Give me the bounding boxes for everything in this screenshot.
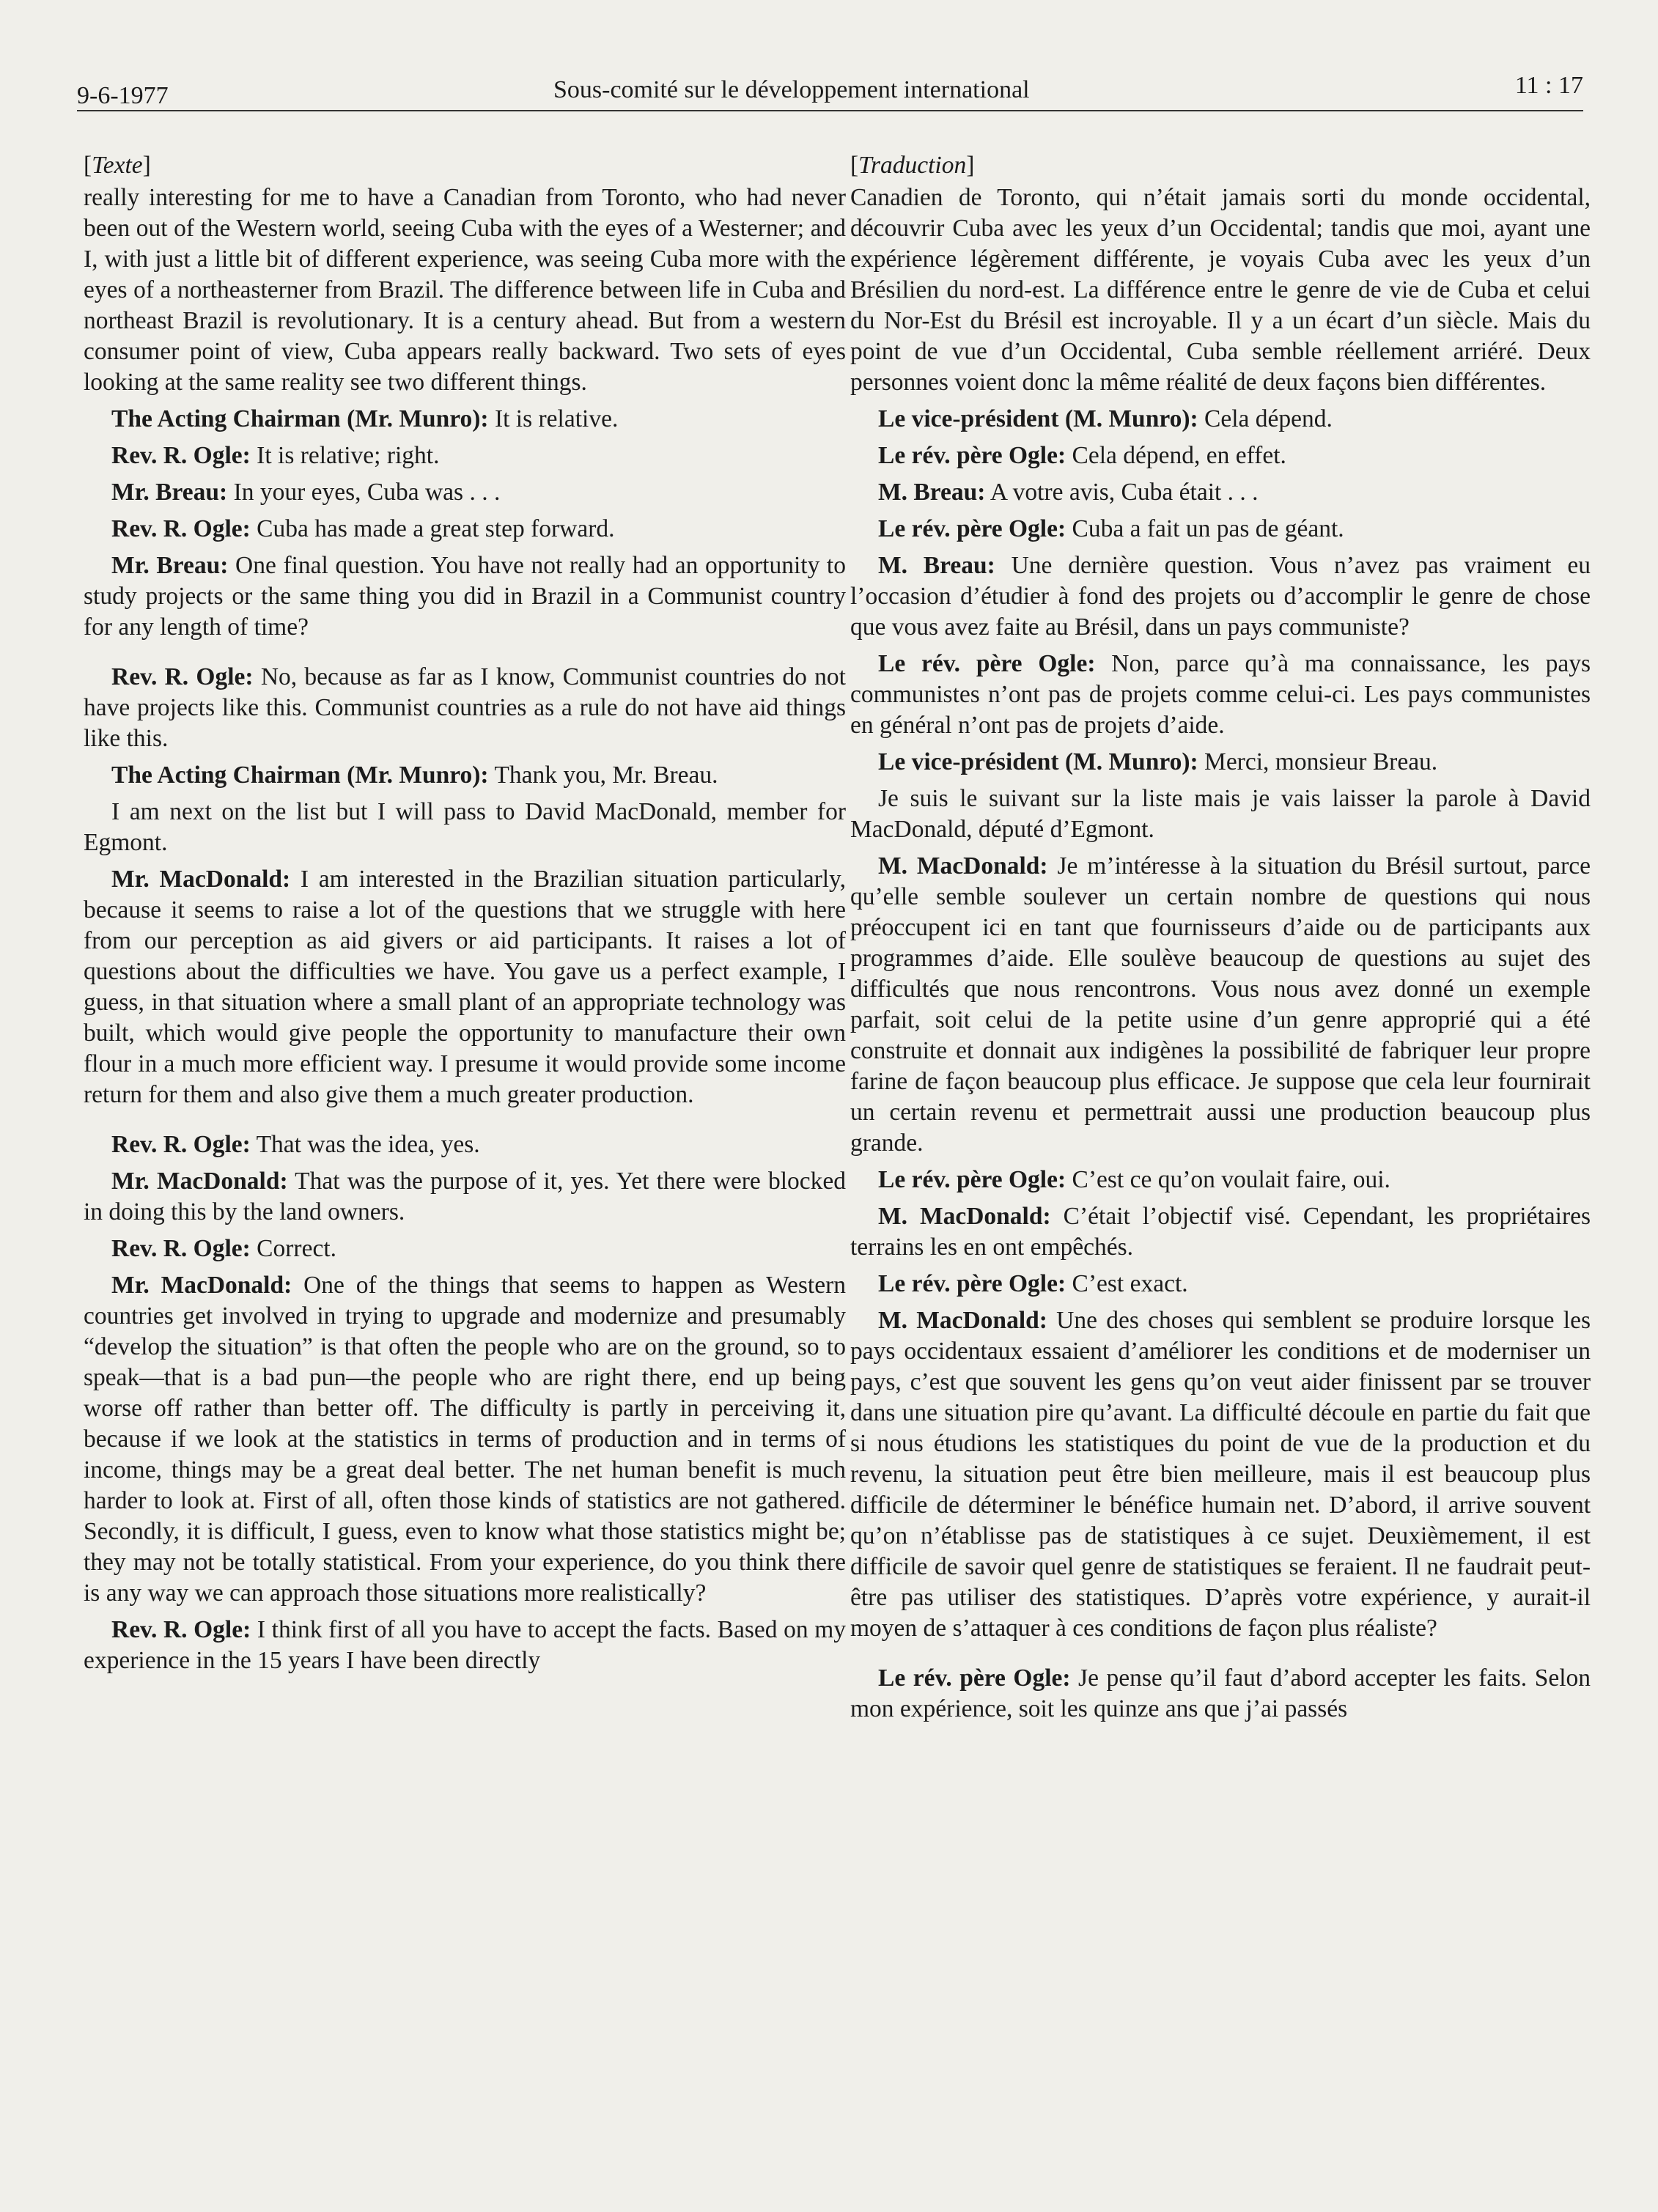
speaker-name: The Acting Chairman (Mr. Munro):	[111, 405, 489, 432]
transcript-paragraph	[850, 1201, 1591, 1263]
speaker-name: Mr. Breau:	[111, 479, 228, 506]
speaker-name: Rev. R. Ogle:	[111, 1235, 251, 1262]
speaker-name: M. Breau:	[878, 552, 995, 579]
speech-text: Non, parce qu’à ma connaissance, les pays communistes n’ont pas de projets comme celui-ci. Les pays communistes en général n’ont pas de projets d’aide.	[850, 650, 1591, 739]
speaker-name: The Acting Chairman (Mr. Munro):	[111, 762, 489, 789]
speaker-name: Le rév. père Ogle:	[878, 442, 1066, 469]
speech-text: One of the things that seems to happen as Western countries get involved in trying to upgrade and modernize and presumably “develop the situation” is that often the people who are on the ground, so to speak—that is a bad pun—the people who are right there, end up being worse off rather than better off. The difficulty is partly in perceiving it, because if we look at the statistics in terms of production and in terms of income, things may be a great deal better. The net human benefit is much harder to look at. First of all, often those kinds of statistics are not gathered. Secondly, it is difficult, I guess, even to know what those statistics might be; they may not be totally statistical. From your experience, do you think there is any way we can approach those situations more realistically?	[84, 1272, 847, 1607]
speaker-name: Mr. MacDonald:	[111, 1168, 288, 1195]
speech-text: C’est ce qu’on voulait faire, oui.	[1066, 1166, 1390, 1193]
header-page-number: 11 : 17	[1514, 72, 1583, 99]
transcript-paragraph	[850, 514, 1591, 545]
transcript-paragraph	[850, 851, 1591, 1159]
transcript-paragraph	[84, 1234, 846, 1264]
transcript-paragraph	[84, 864, 846, 1110]
speech-text: Cela dépend.	[1198, 405, 1333, 432]
speech-text: I think first of all you have to accept the facts. Based on my experience in the 15 years I have been directly	[84, 1616, 847, 1674]
transcript-paragraph	[84, 550, 846, 643]
speaker-name: Rev. R. Ogle:	[111, 1616, 251, 1643]
language-label: [Traduction]	[850, 152, 975, 179]
continuation-paragraph: Canadien de Toronto, qui n’était jamais sorti du monde occidental, découvrir Cuba avec les yeux d’un Occidental; tandis que moi, ayant une expérience légèrement différente, je voyais Cuba avec les yeux d’un Brésilien du nord-est. La différence entre le genre de vie de Cuba et celui du Nor-Est du Brésil est incroyable. Il y a un écart d’un siècle. Mais du point de vue d’un Occidental, Cuba semble réellement arriéré. Deux personnes voient donc la même réalité de deux façons bien différentes.	[850, 184, 1591, 396]
transcript-paragraph	[850, 1663, 1591, 1725]
speaker-name: M. Breau:	[878, 479, 986, 506]
transcript-paragraph	[84, 1615, 846, 1676]
speaker-name: Le rév. père Ogle:	[878, 650, 1096, 677]
speech-text: In your eyes, Cuba was . . .	[227, 479, 501, 506]
transcript-paragraph	[850, 1269, 1591, 1299]
french-column	[850, 150, 1591, 1730]
speech-text: Une des choses qui semblent se produire lorsque les pays occidentaux essaient d’améliorer les conditions et de moderniser un pays, c’est que souvent les gens qu’on veut aider finissent par se trouver dans une situation pire qu’avant. La difficulté découle en partie du fait que si nous étudions les statistiques du point de vue de la production et du revenu, la situation peut être bien meilleure, mais il est beaucoup plus difficile de déterminer le bénéfice humain net. D’abord, il arrive souvent qu’on n’établisse pas de statistiques à ce sujet. Deuxièmement, il est difficile de savoir quel genre de statistiques se feraient. Il ne faudrait peut-être pas utiliser des statistiques. D’après votre expérience, y aurait-il moyen de s’attaquer à ces conditions de façon plus réaliste?	[850, 1307, 1591, 1642]
speech-text: Cuba a fait un pas de géant.	[1066, 515, 1344, 542]
transcript-paragraph	[850, 1165, 1591, 1195]
speaker-name: Le vice-président (M. Munro):	[878, 748, 1198, 775]
speech-text: It is relative; right.	[250, 442, 440, 469]
speech-text: I am next on the list but I will pass to David MacDonald, member for Egmont.	[84, 798, 846, 856]
speaker-name: Mr. Breau:	[111, 552, 229, 579]
language-label: [Texte]	[84, 152, 151, 179]
speech-text: C’était l’objectif visé. Cependant, les propriétaires terrains les en ont empêchés.	[850, 1203, 1591, 1261]
transcript-paragraph	[84, 1270, 846, 1609]
speaker-name: Le rév. père Ogle:	[878, 1664, 1071, 1692]
transcript-paragraph	[850, 404, 1591, 435]
speaker-name: Rev. R. Ogle:	[111, 442, 251, 469]
transcript-paragraph	[84, 1129, 846, 1160]
transcript-paragraph	[84, 662, 846, 754]
speech-text: C’est exact.	[1066, 1270, 1188, 1297]
speech-text: That was the idea, yes.	[250, 1131, 480, 1158]
speech-text: Je pense qu’il faut d’abord accepter les faits. Selon mon expérience, soit les quinze ans que j’ai passés	[850, 1664, 1591, 1722]
transcript-paragraph	[84, 1166, 846, 1228]
speaker-name: M. MacDonald:	[878, 1203, 1051, 1230]
transcript-paragraph	[850, 784, 1591, 845]
speech-text: Cela dépend, en effet.	[1066, 442, 1286, 469]
speech-text: Correct.	[250, 1235, 336, 1262]
speaker-name: Le rév. père Ogle:	[878, 1270, 1066, 1297]
speaker-name: M. MacDonald:	[878, 852, 1048, 880]
header-date: 9-6-1977	[77, 82, 169, 109]
speaker-name: Le rév. père Ogle:	[878, 1166, 1066, 1193]
continuation-paragraph: really interesting for me to have a Canadian from Toronto, who had never been out of the Western world, seeing Cuba with the eyes of a Westerner; and I, with just a little bit of different experience, was seeing Cuba more with the eyes of a northeasterner from Brazil. The difference between life in Cuba and northeast Brazil is revolutionary. It is a century ahead. But from a western consumer point of view, Cuba appears really backward. Two sets of eyes looking at the same reality see two different things.	[84, 184, 846, 396]
speech-text: Thank you, Mr. Breau.	[488, 762, 718, 789]
speaker-name: Mr. MacDonald:	[111, 866, 291, 893]
transcript-paragraph	[850, 1305, 1591, 1644]
transcript-paragraph	[850, 649, 1591, 741]
speech-text: Je m’intéresse à la situation du Brésil surtout, parce qu’elle semble soulever un certain nombre de questions qui nous préoccupent ici en tant que fournisseurs d’aide ou de participants aux programmes d’aide. Elle soulève beaucoup de questions au sujet des difficultés que nous rencontrons. Vous nous avez donné un exemple parfait, soit celui de la petite usine d’un genre approprié qui a été construite et donnait aux indigènes la possibilité de fabriquer leur propre farine de façon beaucoup plus efficace. Je suppose que cela leur fournirait un certain revenu et permettrait aussi une production beaucoup plus grande.	[850, 852, 1591, 1157]
speaker-name: M. MacDonald:	[878, 1307, 1047, 1334]
transcript-paragraph	[850, 477, 1591, 508]
speech-text: Cuba has made a great step forward.	[250, 515, 615, 542]
transcript-paragraph	[850, 550, 1591, 643]
speaker-name: Mr. MacDonald:	[111, 1272, 292, 1299]
speech-text: I am interested in the Brazilian situation particularly, because it seems to raise a lot of the questions that we struggle with here from our perception as aid givers or aid participants. It raises a lot of questions about the difficulties we have. You gave us a perfect example, I guess, in that situation where a small plant of an appropriate technology was built, which would give people the opportunity to manufacture their own flour in a much more efficient way. I presume it would provide some income return for them and also give them a much greater production.	[84, 866, 846, 1108]
speech-text: Merci, monsieur Breau.	[1198, 748, 1438, 775]
speech-text: No, because as far as I know, Communist countries do not have projects like this. Communist countries as a rule do not have aid things like this.	[84, 663, 846, 752]
speech-text: Une dernière question. Vous n’avez pas vraiment eu l’occasion d’étudier à fond des projets ou d’accomplir le genre de chose que vous avez faite au Brésil, dans un pays communiste?	[850, 552, 1591, 641]
transcript-paragraph	[850, 747, 1591, 778]
speaker-name: Le rév. père Ogle:	[878, 515, 1066, 542]
transcript-paragraph	[84, 440, 846, 471]
transcript-paragraph	[84, 404, 846, 435]
transcript-paragraph	[84, 760, 846, 791]
english-column	[84, 150, 846, 1682]
speech-text: Je suis le suivant sur la liste mais je vais laisser la parole à David MacDonald, député d’Egmont.	[850, 785, 1591, 843]
transcript-paragraph	[84, 514, 846, 545]
header-title: Sous-comité sur le développement international	[553, 76, 1030, 103]
speaker-name: Rev. R. Ogle:	[111, 515, 251, 542]
speech-text: One final question. You have not really had an opportunity to study projects or the same thing you did in Brazil in a Communist country for any length of time?	[84, 552, 846, 641]
transcript-paragraph	[850, 440, 1591, 471]
transcript-paragraph	[84, 797, 846, 858]
speaker-name: Rev. R. Ogle:	[111, 663, 254, 690]
speaker-name: Le vice-président (M. Munro):	[878, 405, 1198, 432]
speech-text: It is relative.	[488, 405, 619, 432]
transcript-paragraph	[84, 477, 846, 508]
page-header	[77, 72, 1583, 111]
speech-text: That was the purpose of it, yes. Yet there were blocked in doing this by the land owners.	[84, 1168, 846, 1225]
speaker-name: Rev. R. Ogle:	[111, 1131, 251, 1158]
speech-text: A votre avis, Cuba était . . .	[985, 479, 1259, 506]
